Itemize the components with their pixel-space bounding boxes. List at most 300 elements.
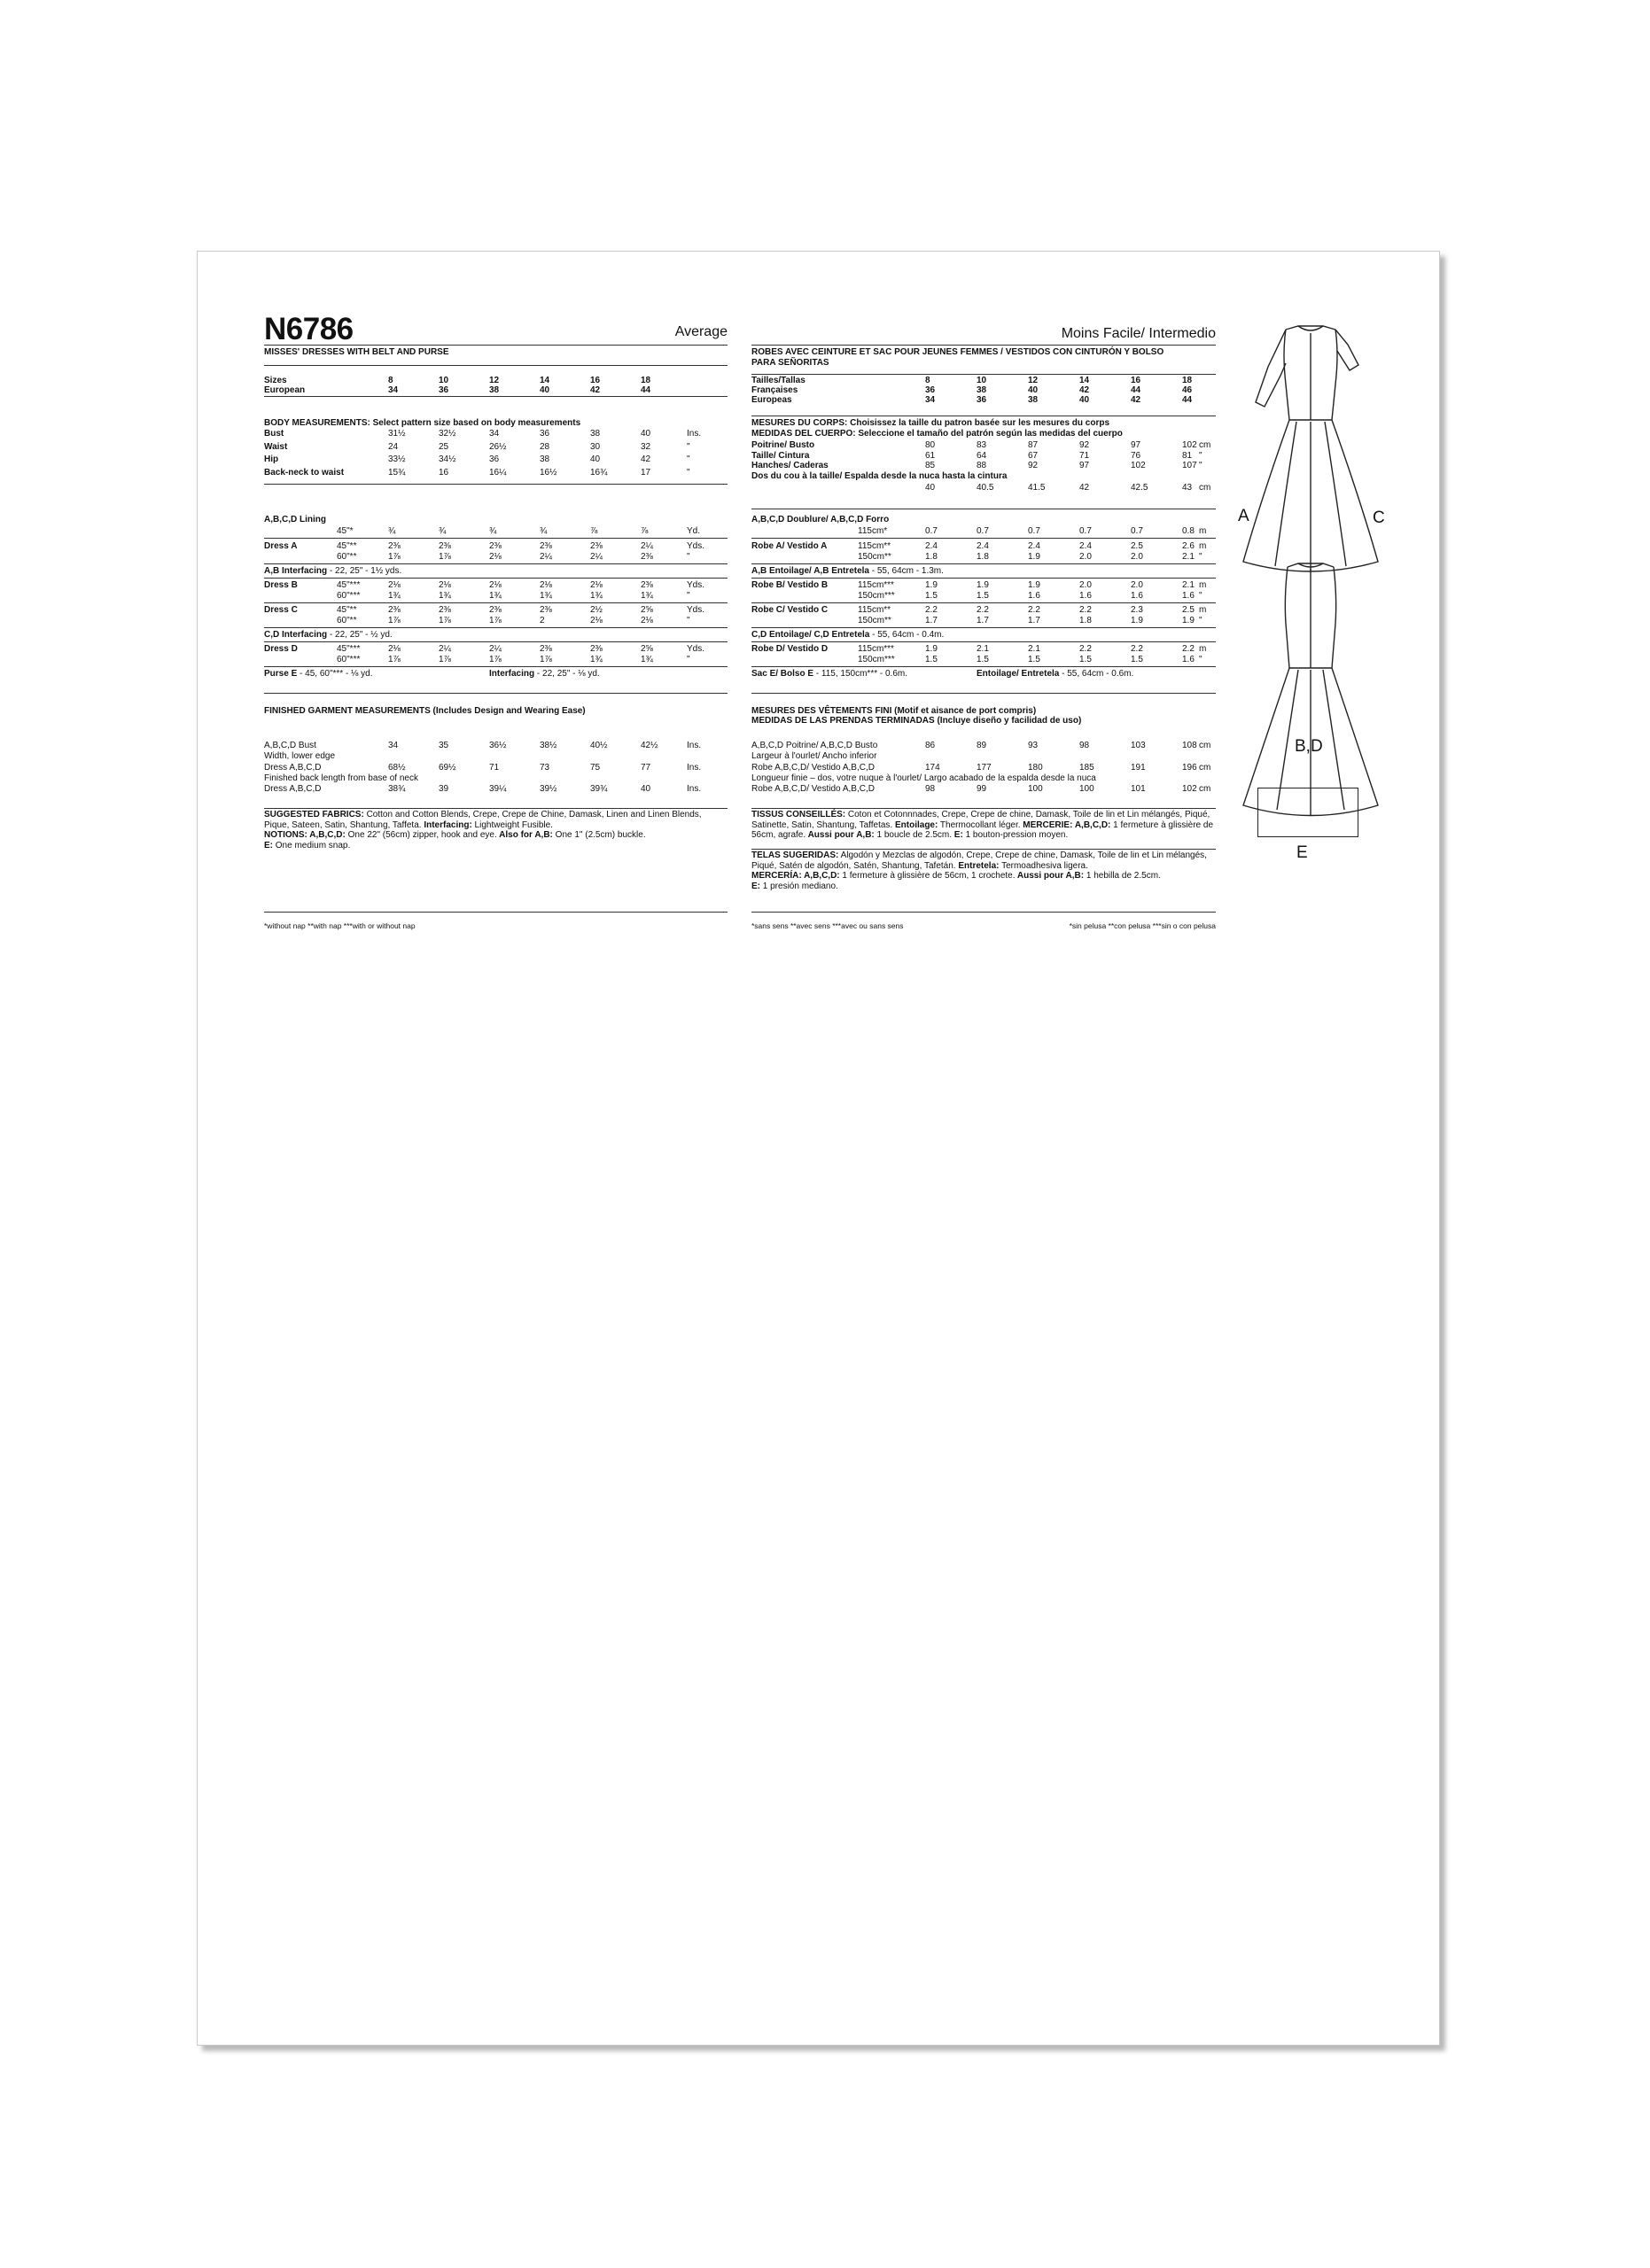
row-value: 77 [641,763,651,773]
interfacing-note: A,B Interfacing - 22, 25" - 1½ yds. [264,566,402,576]
row-unit: cm [1199,483,1211,493]
row-value: 36 [439,385,449,395]
row-label: Dress A,B,C,D [264,763,322,773]
row-value: 108 [1182,741,1197,750]
row-unit: m [1199,580,1207,590]
row-label: European [264,385,306,395]
row-unit: " [1199,616,1202,625]
row-value: 2.0 [1131,580,1143,590]
row-value: 2⅜ [540,605,552,615]
rule [751,912,1216,913]
row-value: 0.7 [1131,526,1143,536]
row-value: 16 [1131,376,1141,385]
backneck-label-fr: Dos du cou à la taille/ Espalda desde la nuca hasta la cintura [751,471,1008,481]
row-value: 2⅛ [641,616,653,625]
fabric-width: 150cm** [858,616,891,625]
row-value: 39¾ [590,784,608,794]
rule [264,538,728,539]
fabric-width: 150cm** [858,552,891,562]
row-label: Largeur à l'ourlet/ Ancho inferior [751,751,877,761]
body-heading-fr: MESURES DU CORPS: Choisissez la taille du patron basée sur les mesures du corps [751,418,1110,428]
rule [751,641,1216,642]
row-value: 2.5 [1182,605,1195,615]
row-value: 1.6 [1182,655,1195,664]
row-value: 75 [590,763,601,773]
row-value: 97 [1079,461,1090,470]
row-value: 32½ [439,429,456,439]
row-value: 64 [977,450,987,461]
body-heading-es: MEDIDAS DEL CUERPO: Seleccione el tamaño del patrón según las medidas del cuerpo [751,429,1123,439]
row-value: 26½ [489,441,507,452]
row-value: 1.5 [1079,655,1092,664]
row-value: 1.6 [1028,591,1040,601]
row-label: Dress B [264,580,298,590]
row-value: 2⅛ [489,552,502,562]
fabric-width: 60"** [337,616,357,625]
sac-note: Sac E/ Bolso E - 115, 150cm*** - 0.6m. [751,669,908,679]
row-value: 44 [1131,385,1141,395]
row-value: 0.7 [1028,526,1040,536]
row-value: 100 [1028,784,1043,794]
row-value: 2⅜ [590,644,603,654]
row-value: 98 [925,784,936,794]
row-value: 2.0 [1079,580,1092,590]
row-value: 1⅞ [388,552,401,562]
row-unit: " [1199,450,1202,461]
row-value: 2.2 [1079,644,1092,654]
row-value: 8 [388,376,393,385]
interfacing-note: C,D Interfacing - 22, 25" - ½ yd. [264,630,393,640]
row-value: 2¼ [439,644,451,654]
row-value: 30 [590,441,601,452]
rule [264,627,728,628]
row-value: 40 [641,429,651,439]
row-value: 0.7 [977,526,989,536]
row-label: Back-neck to waist [264,467,345,478]
row-label: Dress D [264,644,298,654]
row-value: 2⅛ [388,580,401,590]
row-unit: m [1199,541,1207,551]
row-value: 40 [925,483,936,493]
fabric-width: 150cm*** [858,591,895,601]
row-value: 42 [1079,385,1090,395]
row-value: 2⅜ [641,580,653,590]
row-value: 2¼ [641,541,653,551]
row-value: 2¼ [590,552,603,562]
rule [751,808,1216,809]
row-label: Bust [264,429,284,439]
row-value: 42½ [641,741,658,750]
row-value: 1¾ [641,655,653,664]
row-unit: Yds. [687,580,705,590]
row-value: 81 [1182,450,1193,461]
rule [751,602,1216,603]
row-value: 1⅞ [439,616,451,625]
row-unit: cm [1199,741,1211,750]
fabric-width: 45"* [337,526,354,536]
row-label: Hip [264,454,279,464]
row-value: 2.1 [1028,644,1040,654]
row-value: ¾ [388,526,396,536]
finished-measurements-heading: FINISHED GARMENT MEASUREMENTS (Includes Design and Wearing Ease) [264,706,586,716]
row-unit: m [1199,644,1207,654]
label-c: C [1373,509,1385,527]
row-value: 1¾ [540,591,552,601]
pattern-title-fr: ROBES AVEC CEINTURE ET SAC POUR JEUNES FEMMES / VESTIDOS CON CINTURÓN Y BOLSO PARA SEÑORITAS [751,347,1164,368]
fabric-width: 45"** [337,541,357,551]
row-value: 44 [1182,395,1193,405]
rule [264,578,728,579]
row-value: 98 [1079,741,1090,750]
row-label: Longueur finie – dos, votre nuque à l'ourlet/ Largo acabado de la espalda desde la nuca [751,773,1096,783]
row-value: 40½ [590,741,608,750]
fabric-width: 115cm* [858,526,888,536]
row-value: 41.5 [1028,483,1046,493]
row-value: ⅞ [590,526,598,536]
row-value: 102 [1182,784,1197,794]
row-value: 39¼ [489,784,507,794]
row-label: Poitrine/ Busto [751,440,815,450]
rule [751,538,1216,539]
row-value: 18 [641,376,651,385]
row-value: 1.5 [925,655,938,664]
row-label: Robe A,B,C,D/ Vestido A,B,C,D [751,784,875,794]
row-value: 33½ [388,454,406,464]
row-value: 2¼ [540,552,552,562]
rule [264,641,728,642]
row-value: 1.5 [1028,655,1040,664]
row-value: 1.6 [1182,591,1195,601]
row-value: 2⅝ [641,605,653,615]
row-unit: m [1199,526,1207,536]
rule [751,578,1216,579]
row-value: 2.4 [977,541,989,551]
row-unit: " [1199,552,1202,562]
row-value: 2.2 [977,605,989,615]
row-value: 8 [925,376,930,385]
row-value: 86 [925,741,936,750]
row-value: 1.6 [1079,591,1092,601]
row-value: 2.1 [1182,552,1195,562]
row-unit: Ins. [687,763,702,773]
row-label: Françaises [751,385,798,395]
rule [264,666,728,667]
row-value: 87 [1028,440,1039,450]
rule [751,693,1216,694]
row-value: 1.9 [925,580,938,590]
row-value: 40 [1028,385,1039,395]
row-value: 2⅛ [388,644,401,654]
row-value: 67 [1028,450,1039,461]
row-value: ¾ [439,526,447,536]
row-value: 2⅛ [590,580,603,590]
row-value: 71 [1079,450,1090,461]
row-value: 1.5 [1131,655,1143,664]
rule [751,627,1216,628]
row-value: 38 [540,454,550,464]
purse-interfacing-note: Interfacing - 22, 25" - ⅛ yd. [489,669,600,679]
row-value: 34 [388,385,399,395]
row-value: 1.5 [925,591,938,601]
row-value: 2.1 [977,644,989,654]
row-label: Finished back length from base of neck [264,773,418,783]
row-value: 102 [1131,461,1146,470]
nap-footnote-fr: *sans sens **avec sens ***avec ou sans sens [751,921,904,930]
row-value: 1.5 [977,591,989,601]
telas-text: TELAS SUGERIDAS: Algodón y Mezclas de algodón, Crepe, Crepe de chine, Damask, Toile de lin et Lin mélangés, Piqué, Satén de algodón, Satén, Shantung, Tafetán. Entretela: Termoadhesiva ligera. MERCERÍA: A,B,C,D: 1 fermeture à glissière de 56cm, 1 crochete. Aussi pour A,B: 1 hebilla de 2.5cm. E: 1 presión mediano. [751,850,1207,891]
rule [751,666,1216,667]
rule [751,563,1216,564]
row-unit: Yd. [687,526,701,536]
row-value: 34 [388,741,399,750]
row-value: 40 [540,385,550,395]
row-value: 1¾ [489,591,502,601]
row-value: 180 [1028,763,1043,773]
row-value: 28 [540,441,550,452]
row-value: 38½ [540,741,557,750]
row-value: 71 [489,763,500,773]
row-value: ⅞ [641,526,649,536]
row-value: 16½ [540,467,557,478]
row-value: 43 [1182,483,1193,493]
row-label: Robe C/ Vestido C [751,605,829,615]
row-value: 1.8 [925,552,938,562]
row-unit: Ins. [687,429,702,439]
pattern-instruction-sheet [197,251,1440,2046]
row-value: 1.9 [977,580,989,590]
row-value: 36½ [489,741,507,750]
row-value: 107 [1182,461,1197,470]
row-value: 92 [1079,440,1090,450]
row-label: Waist [264,441,288,452]
row-label: Robe A/ Vestido A [751,541,828,551]
row-value: 61 [925,450,936,461]
row-label: Sizes [264,376,287,385]
row-unit: cm [1199,440,1211,450]
row-value: ¾ [489,526,497,536]
row-value: 2⅛ [590,616,603,625]
row-value: 2⅜ [439,605,451,615]
row-value: 24 [388,441,399,452]
row-value: 76 [1131,450,1141,461]
row-value: 2.2 [1079,605,1092,615]
pattern-title: MISSES' DRESSES WITH BELT AND PURSE [264,347,449,357]
row-value: 0.7 [925,526,938,536]
row-value: 40 [1079,395,1090,405]
row-value: 40 [641,784,651,794]
fabric-width: 60"*** [337,591,361,601]
rule [264,808,728,809]
row-value: 2¼ [489,644,502,654]
tissus-text: TISSUS CONSEILLÉS: Coton et Cotonnnades, Crepe, Crepe de chine, Damask, Toile de lin et Lin mélangés, Piqué, Satinette, Satin, Shantung, Taffetas. Entoilage: Thermocollant léger. MERCERIE: A,B,C,D: 1 fermeture à glissière de 56cm, agrafe. Aussi pour A,B: 1 boucle de 2.5cm. E: 1 bouton-pression moyen. [751,810,1214,840]
row-value: 1⅞ [489,655,502,664]
fabric-width: 45"*** [337,644,361,654]
row-value: 92 [1028,461,1039,470]
row-value: 10 [439,376,449,385]
row-value: 1.7 [977,616,989,625]
row-value: 2.2 [925,605,938,615]
row-value: 103 [1131,741,1146,750]
row-value: 2½ [590,605,603,615]
row-label: Dress A,B,C,D [264,784,322,794]
row-value: 34½ [439,454,456,464]
body-measurements-heading: BODY MEASUREMENTS: Select pattern size based on body measurements [264,418,581,428]
row-value: 2 [540,616,545,625]
row-value: 36 [925,385,936,395]
row-value: 31½ [388,429,406,439]
row-unit: " [687,616,690,625]
rule [751,849,1216,850]
row-label: A,B,C,D Bust [264,741,316,750]
row-unit: cm [1199,763,1211,773]
rule [264,912,728,913]
row-value: ¾ [540,526,548,536]
row-value: 99 [977,784,987,794]
row-unit: m [1199,605,1207,615]
nap-footnote-es: *sin pelusa **con pelusa ***sin o con pelusa [1069,921,1216,930]
row-value: 2⅛ [439,580,451,590]
row-label: Robe A,B,C,D/ Vestido A,B,C,D [751,763,875,773]
lining-label: A,B,C,D Lining [264,515,326,524]
row-value: 15¾ [388,467,406,478]
fabric-width: 115cm*** [858,580,894,590]
row-label: Width, lower edge [264,751,336,761]
row-label: Hanches/ Caderas [751,461,829,470]
row-value: 2⅜ [388,541,401,551]
finished-heading-es: MEDIDAS DE LAS PRENDAS TERMINADAS (Incluye diseño y facilidad de uso) [751,716,1082,726]
row-value: 42 [1079,483,1090,493]
row-value: 16 [439,467,449,478]
technical-sketches [1234,252,1441,872]
row-value: 35 [439,741,449,750]
row-unit: " [687,655,690,664]
row-unit: " [687,454,690,464]
sac-interfacing-note: Entoilage/ Entretela - 55, 64cm - 0.6m. [977,669,1134,679]
row-value: 1.5 [977,655,989,664]
fabric-width: 150cm*** [858,655,895,664]
row-value: 42 [1131,395,1141,405]
row-value: 83 [977,440,987,450]
row-unit: " [687,441,690,452]
row-value: 100 [1079,784,1094,794]
nap-footnote: *without nap **with nap ***with or without nap [264,921,416,930]
fabric-width: 45"*** [337,580,361,590]
row-value: 2⅜ [540,644,552,654]
row-value: 1¾ [590,591,603,601]
rule [264,345,728,346]
row-value: 2⅜ [439,541,451,551]
row-value: 101 [1131,784,1146,794]
rule [264,693,728,694]
row-value: 40 [590,454,601,464]
row-value: 2⅜ [489,605,502,615]
label-bd: B,D [1295,737,1323,756]
row-value: 68½ [388,763,406,773]
row-unit: Ins. [687,784,702,794]
rule [264,365,728,366]
rule [751,345,1216,346]
row-value: 10 [977,376,987,385]
interfacing-note: C,D Entoilage/ C,D Entretela - 55, 64cm - 0.4m. [751,630,945,640]
fabric-width: 60"*** [337,655,361,664]
row-value: 16¼ [489,467,507,478]
row-value: 177 [977,763,992,773]
row-value: 2⅜ [540,541,552,551]
row-unit: " [1199,461,1202,470]
fabric-width: 60"** [337,552,357,562]
row-value: 93 [1028,741,1039,750]
row-value: 1.9 [1131,616,1143,625]
row-value: 2⅜ [489,541,502,551]
row-value: 2.4 [1028,541,1040,551]
row-value: 1.9 [925,644,938,654]
row-value: 85 [925,461,936,470]
row-value: 2⅛ [489,580,502,590]
row-value: 174 [925,763,940,773]
row-value: 2.6 [1182,541,1195,551]
row-value: 1¾ [388,591,401,601]
row-value: 1¾ [590,655,603,664]
row-value: 38 [977,385,987,395]
row-unit: " [687,591,690,601]
row-unit: " [1199,655,1202,664]
row-value: 12 [489,376,500,385]
lining-label-fr: A,B,C,D Doublure/ A,B,C,D Forro [751,515,890,524]
row-value: 18 [1182,376,1193,385]
row-value: 1⅞ [540,655,552,664]
row-value: 2⅝ [641,644,653,654]
row-value: 73 [540,763,550,773]
row-label: Taille/ Cintura [751,450,810,461]
interfacing-note: A,B Entoilage/ A,B Entretela - 55, 64cm - 1.3m. [751,566,944,576]
label-a: A [1238,507,1249,525]
row-value: 2.1 [1182,580,1195,590]
row-value: 1⅞ [489,616,502,625]
row-value: 2⅜ [388,605,401,615]
row-unit: " [1199,591,1202,601]
row-value: 38 [489,385,500,395]
row-value: 38 [1028,395,1039,405]
row-value: 0.8 [1182,526,1195,536]
dress-front-sketch [1234,252,1441,872]
row-unit: cm [1199,784,1211,794]
row-value: 2.4 [925,541,938,551]
row-value: 39½ [540,784,557,794]
row-value: 2⅛ [540,580,552,590]
row-value: 69½ [439,763,456,773]
row-value: 39 [439,784,449,794]
pattern-number: N6786 [264,312,354,346]
row-value: 1.6 [1131,591,1143,601]
row-value: 2.2 [1028,605,1040,615]
row-value: 25 [439,441,449,452]
row-value: 34 [489,429,500,439]
row-value: 1.9 [1182,616,1195,625]
row-value: 89 [977,741,987,750]
row-unit: " [687,467,690,478]
row-unit: " [687,552,690,562]
row-value: 1.7 [925,616,938,625]
row-value: 40.5 [977,483,994,493]
purse-note: Purse E - 45, 60"*** - ⅛ yd. [264,669,373,679]
row-value: 46 [1182,385,1193,395]
difficulty-label: Average [674,324,728,339]
row-value: 1⅞ [388,655,401,664]
row-value: 2.2 [1131,644,1143,654]
row-value: 97 [1131,440,1141,450]
row-value: 2⅜ [641,552,653,562]
finished-heading-fr: MESURES DES VÊTEMENTS FINI (Motif et aisance de port compris) [751,706,1037,716]
